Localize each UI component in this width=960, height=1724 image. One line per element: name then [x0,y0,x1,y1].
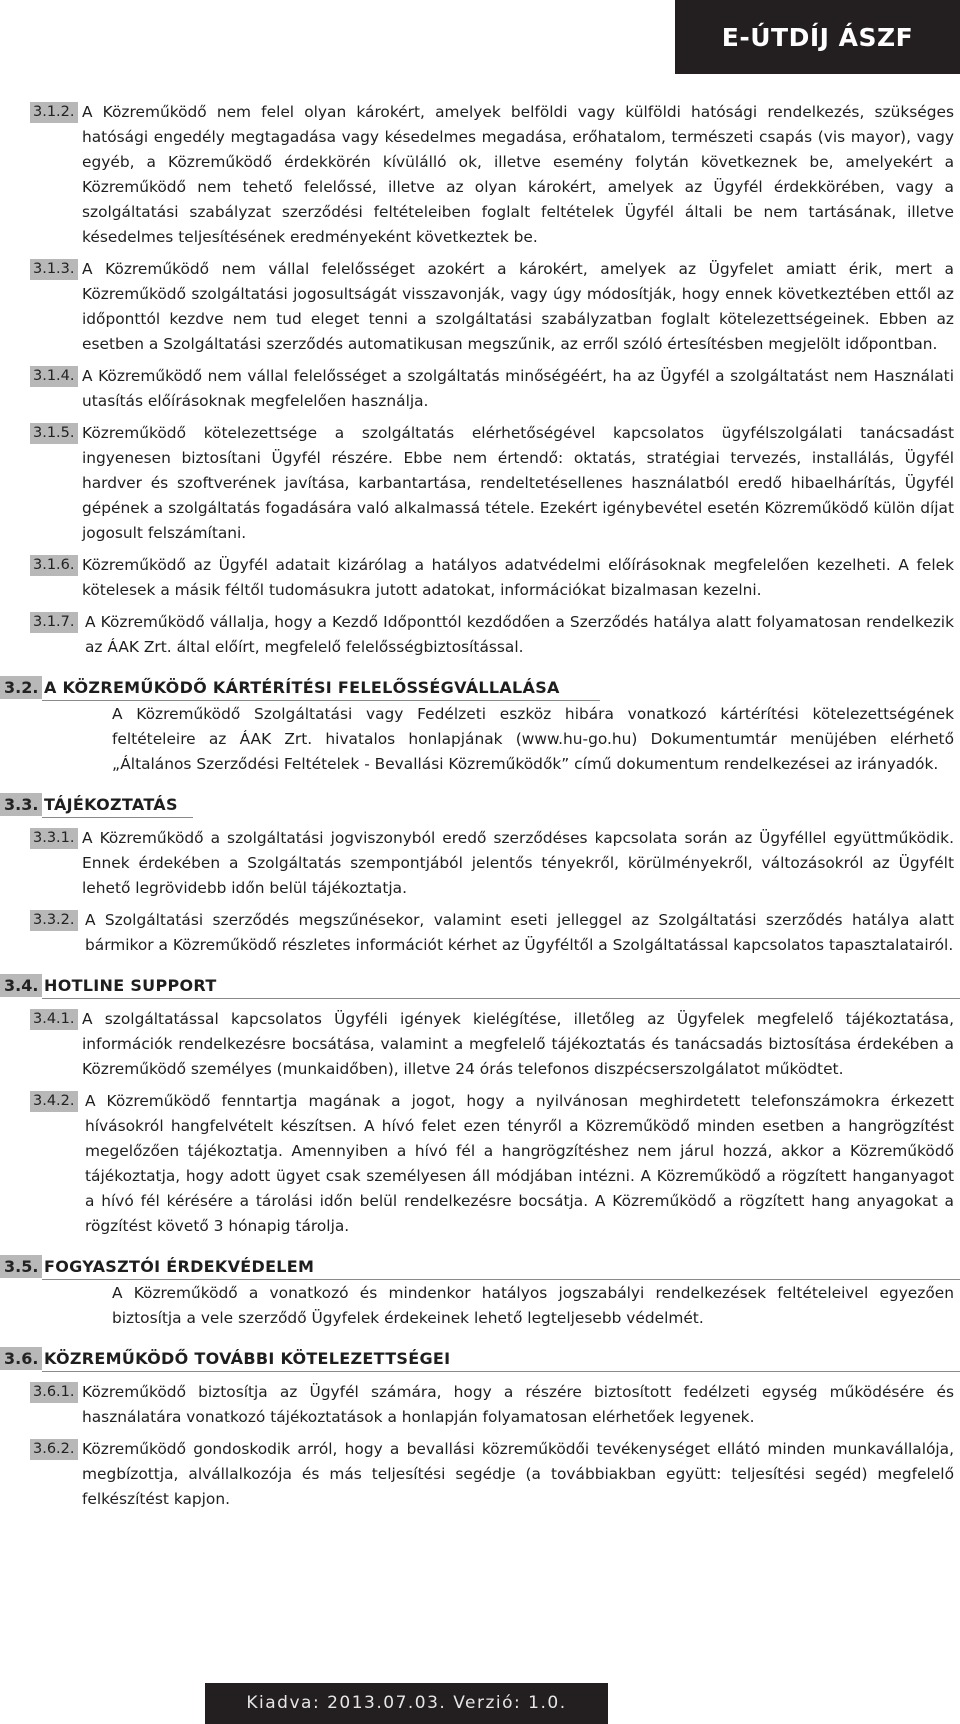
clause-number: 3.1.5. [30,423,78,444]
section-heading-3-3 [0,791,960,819]
clause-3-4-1 [0,1007,960,1082]
section-title: KÖZREMŰKÖDŐ TOVÁBBI KÖTELEZETTSÉGEI [44,1349,451,1368]
clause-3-1-6 [0,553,960,603]
clause-3-3-2 [0,908,960,958]
clause-number: 3.3.1. [30,828,78,849]
clause-text: Közreműködő az Ügyfél adatait kizárólag a hatályos adatvédelmi előírásoknak megfelelően kezelheti. A felek kötelesek a másik féltől tudomásukra jutott adatokat, információkat bizalmasan kezelni. [82,556,954,599]
clause-3-1-5 [0,421,960,546]
clause-number: 3.1.6. [30,555,78,576]
clause-text: Közreműködő kötelezettsége a szolgáltatás elérhetőségével kapcsolatos ügyfélszolgálati tanácsadást ingyenesen biztosítani Ügyfél részére. Ebbe nem értendő: oktatás, stratégiai tervezés, installálás, Ügyfél hardver és szoftverének javítása, karbantartása, rendeltetésellenes használatból eredő hibaelhárítás, Ügyfél gépének a szolgáltatás fogadására való alkalmassá tétele. Ezekért igénybevétel esetén Közreműködő külön díjat jogosult felszámítani. [82,424,954,542]
section-rule [42,1279,960,1280]
clause-number: 3.6.2. [30,1439,78,1460]
clause-number: 3.1.7. [30,612,78,633]
section-number: 3.2. [0,676,42,699]
section-number: 3.5. [0,1255,42,1278]
clause-text: A Közreműködő fenntartja magának a jogot, hogy a nyilvánosan meghirdetett telefonszámokra érkezett hívásokról hangfelvételt készítsen. A hívó felet ezen tényről a Közreműködő minden esetben a hangrögzítést megelőzően tájékoztatja. Amennyiben a hívó fél a hangrögzítéshez nem járul hozzá, akkor a Közreműködő tájékoztatja, hogy adott ügyet csak személyesen áll módjában intézni. A Közreműködő a rögzített hanganyagot a hívó fél kérésére a tárolási időn belül rendelkezésre bocsátja. A Közreműködő a rögzített hang anyagokat a rögzítést követő 3 hónapig tárolja. [85,1092,954,1235]
section-number: 3.6. [0,1347,42,1370]
clause-text: Közreműködő gondoskodik arról, hogy a bevallási közreműködői tevékenységet ellátó minden munkavállalója, megbízottja, alvállalkozója és más teljesítési segédje (a továbbiakban együtt: teljesítési segéd) megfelelő felkészítést kapjon. [82,1440,954,1508]
clause-number: 3.1.2. [30,102,78,123]
clause-3-1-4 [0,364,960,414]
clause-3-4-2 [0,1089,960,1239]
section-title: TÁJÉKOZTATÁS [44,795,178,814]
section-3-2-paragraph: A Közreműködő Szolgáltatási vagy Fedélzeti eszköz hibára vonatkozó kártérítési kötelezettségének feltételeire az ÁAK Zrt. hivatalos honlapjának (www.hu-go.hu) Dokumentumtár menüjében elérhető „Általános Szerződési Feltételek - Bevallási Közreműködők” című dokumentum rendelkezései az irányadók. [112,705,954,773]
section-heading-3-2 [0,674,960,702]
clause-text: A Közreműködő nem vállal felelősséget a szolgáltatás minőségéért, ha az Ügyfél a szolgáltatást nem Használati utasítás előírásoknak megfelelően használja. [82,367,954,410]
clause-text: A Közreműködő nem vállal felelősséget azokért a károkért, amelyek az Ügyfelet amiatt érik, mert a Közreműködő szolgáltatási jogosultságát visszavonják, vagy úgy módosítják, hogy ennek következtében ettől az időponttól kezdve nem tud eleget tenni a szolgáltatási szabályzatban foglalt kötelezettségeinek. Ebben az esetben a Szolgáltatási szerződés automatikusan megszűnik, az erről szóló értesítésben megjelölt időpontban. [82,260,954,353]
clause-text: A szolgáltatással kapcsolatos Ügyféli igények kielégítése, illetőleg az Ügyfelek megfelelő tájékoztatása, információk rendelkezésre bocsátása, valamint a megfelelő tájékoztatás és tanácsadás biztosítása érdekében a Közreműködő személyes (munkaidőben), illetve 24 órás telefonos diszpécserszolgálatot működtet. [82,1010,954,1078]
clause-3-6-2 [0,1437,960,1512]
clause-text: A Közreműködő nem felel olyan károkért, amelyek belföldi vagy külföldi hatósági rendelkezés, szükséges hatósági engedély megtagadása vagy késedelmes megadása, erőhatalom, természeti csapás (vis mayor), vagy egyéb, a Közreműködő érdekkörén kívülálló ok, illetve esemény folytán következnek be, amelyekért a Közreműködő nem tehető felelőssé, illetve az olyan károkért, amelyek az Ügyfél érdekkörében, vagy a szolgáltatási szabályzat szerződési feltételeiben foglalt feltételek Ügyfél általi be nem tartásának, illetve késedelmes teljesítésének eredményeként következtek be. [82,103,954,246]
section-heading-3-6 [0,1345,960,1373]
clause-3-3-1 [0,826,960,901]
section-rule [42,817,193,818]
clause-text: A Közreműködő a szolgáltatási jogviszonyból eredő szerződéses kapcsolata során az Ügyféllel együttműködik. Ennek érdekében a Szolgáltatás szempontjából jelentős tényekről, körülményekről, változásokról az Ügyfélt lehető legrövidebb időn belül tájékoztatja. [82,829,954,897]
section-title: FOGYASZTÓI ÉRDEKVÉDELEM [44,1257,315,1276]
section-number: 3.3. [0,793,42,816]
clause-3-1-3 [0,257,960,357]
clause-number: 3.1.4. [30,366,78,387]
clause-number: 3.6.1. [30,1382,78,1403]
clause-text: A Közreműködő vállalja, hogy a Kezdő Időponttól kezdődően a Szerződés hatálya alatt folyamatosan rendelkezik az ÁAK Zrt. által előírt, megfelelő felelősségbiztosítással. [85,613,954,656]
section-title: A KÖZREMŰKÖDŐ KÁRTÉRÍTÉSI FELELŐSSÉGVÁLLALÁSA [44,678,560,697]
document-body [0,100,960,1512]
clause-number: 3.4.2. [30,1091,78,1112]
section-rule [42,998,960,999]
section-number: 3.4. [0,974,42,997]
section-title: HOTLINE SUPPORT [44,976,217,995]
footer-version: Kiadva: 2013.07.03. Verzió: 1.0. [205,1683,608,1724]
clause-text: A Szolgáltatási szerződés megszűnésekor, valamint eseti jelleggel az Szolgáltatási szerződés hatálya alatt bármikor a Közreműködő részletes információt kérhet az Ügyféltől a Szolgáltatással kapcsolatos tapasztalatairól. [85,911,954,954]
clause-number: 3.3.2. [30,910,78,931]
clause-text: Közreműködő biztosítja az Ügyfél számára, hogy a részére biztosított fedélzeti egység működésére és használatára vonatkozó tájékoztatások a honlapján folyamatosan elérhetőek legyenek. [82,1383,954,1426]
clause-3-1-2 [0,100,960,250]
clause-number: 3.1.3. [30,259,78,280]
section-rule [42,1371,960,1372]
clause-3-1-7 [0,610,960,660]
section-rule [42,700,600,701]
clause-number: 3.4.1. [30,1009,78,1030]
document-header-title: E-ÚTDÍJ ÁSZF [675,0,960,74]
section-heading-3-4 [0,972,960,1000]
section-3-5-paragraph: A Közreműködő a vonatkozó és mindenkor hatályos jogszabályi rendelkezések feltételeivel egyezően biztosítja a vele szerződő Ügyfelek érdekeinek lehető legteljesebb védelmét. [112,1284,954,1327]
clause-3-6-1 [0,1380,960,1430]
section-heading-3-5 [0,1253,960,1281]
